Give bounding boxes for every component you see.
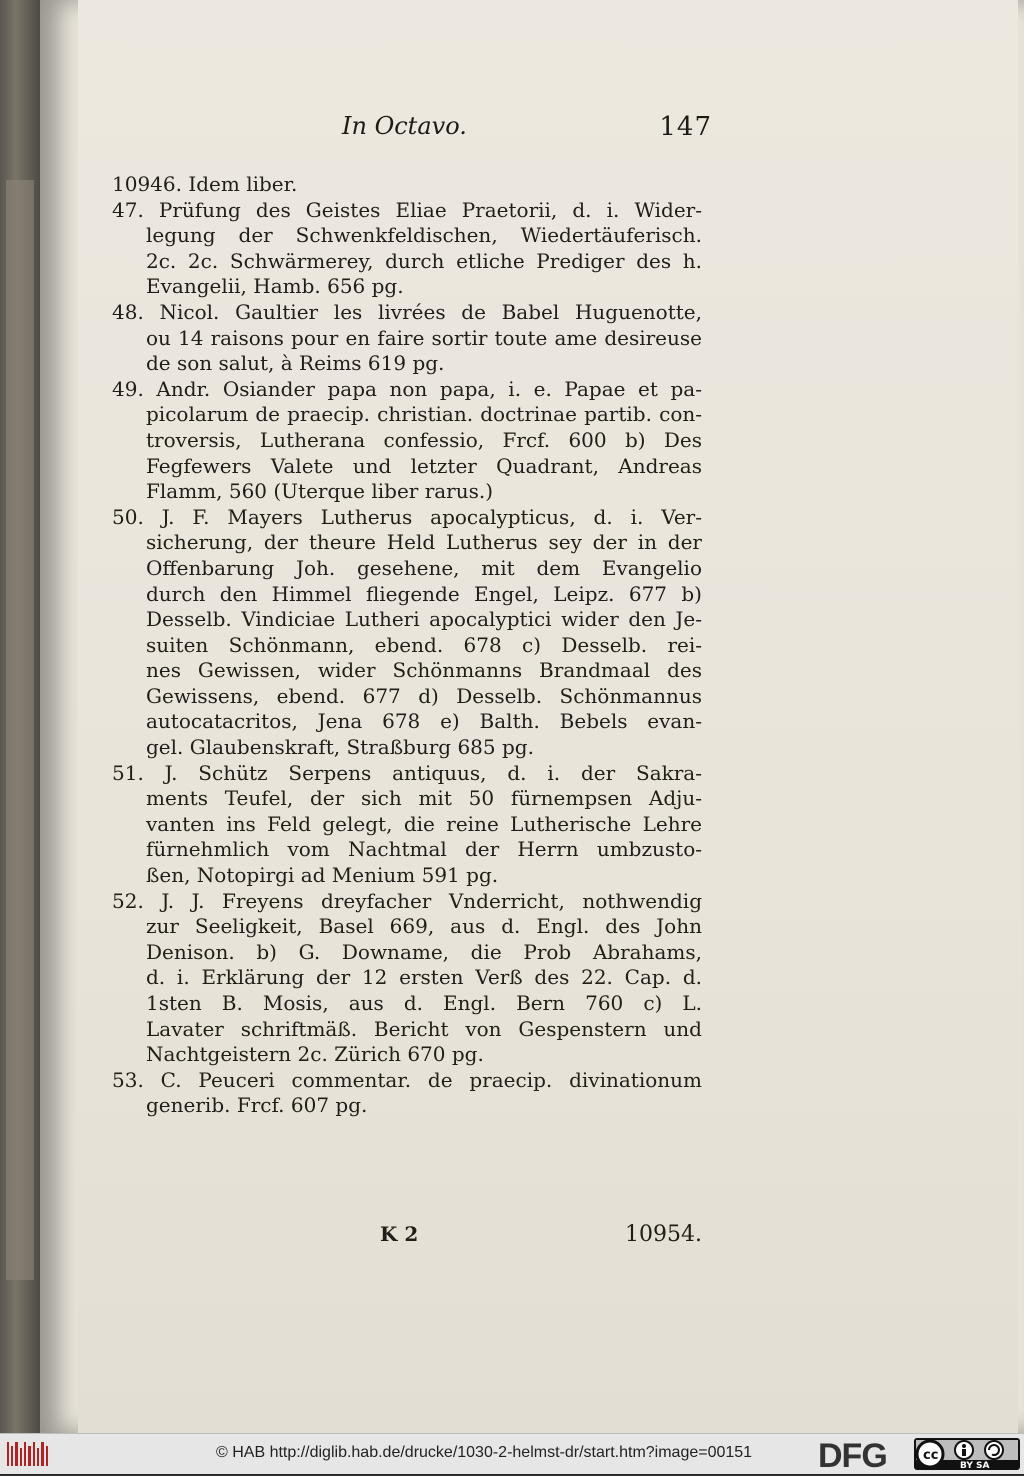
svg-text:cc: cc <box>923 1448 939 1463</box>
entry-line: Offenbarung Joh. gesehene, mit dem Evangelio <box>146 555 702 580</box>
entry-line: Fegfewers Valete und letzter Quadrant, Andreas <box>146 453 702 478</box>
entry-line: vanten ins Feld gelegt, die reine Lutherische Lehre <box>146 811 702 836</box>
entry-line: ments Teufel, der sich mit 50 fürnempsen Adju- <box>146 786 702 811</box>
entry-line: durch den Himmel fliegende Engel, Leipz. 677 b) <box>146 581 702 606</box>
barcode-icon <box>6 1440 50 1468</box>
entry-first-line: 53. C. Peuceri commentar. de praecip. divinationum <box>112 1067 702 1092</box>
entry-first-line: 51. J. Schütz Serpens antiquus, d. i. der Sakra- <box>112 760 702 785</box>
entry-first-line: 47. Prüfung des Geistes Eliae Praetorii, d. i. Wider- <box>112 197 702 222</box>
entry-first-line: 50. J. F. Mayers Lutherus apocalypticus, d. i. Ver- <box>112 504 702 529</box>
entry-line: generib. Frcf. 607 pg. <box>146 1093 368 1118</box>
signature-mark: K 2 <box>380 1222 419 1246</box>
entry-line: Nachtgeistern 2c. Zürich 670 pg. <box>146 1042 484 1067</box>
entry-first-line: 52. J. J. Freyens dreyfacher Vnderricht, nothwendig <box>112 888 702 913</box>
license-label: BY SA <box>960 1461 990 1470</box>
entry-line: gel. Glaubenskraft, Straßburg 685 pg. <box>146 735 534 760</box>
entry-line: troversis, Lutherana confessio, Frcf. 600 b) Des <box>146 427 702 452</box>
spine-shadow <box>6 180 34 1280</box>
entry-line: de son salut, à Reims 619 pg. <box>146 351 445 376</box>
entry-line: nes Gewissen, wider Schönmanns Brandmaal des <box>146 658 702 683</box>
catalog-text <box>112 172 702 1119</box>
entry-line: Denison. b) G. Downame, die Prob Abrahams, <box>146 939 702 964</box>
entry-line: 2c. 2c. Schwärmerey, durch etliche Prediger des h. <box>146 248 702 273</box>
page-number: 147 <box>659 112 712 142</box>
entry-first-line: 10946. Idem liber. <box>112 172 298 196</box>
entry-line: suiten Schönmann, ebend. 678 c) Desselb. rei- <box>146 632 702 657</box>
copyright-credit: © HAB http://diglib.hab.de/drucke/1030-2-helmst-dr/start.htm?image=00151 <box>216 1444 753 1461</box>
entry-line: zur Seeligkeit, Basel 669, aus d. Engl. des John <box>146 914 702 939</box>
running-head-title: In Octavo. <box>342 112 467 140</box>
entry-line: picolarum de praecip. christian. doctrinae partib. con- <box>146 402 702 427</box>
entry-line: fürnehmlich vom Nachtmal der Herrn umbzusto- <box>146 837 702 862</box>
entry-line: Desselb. Vindiciae Lutheri apocalyptici wider den Je- <box>146 607 702 632</box>
entry-line: ou 14 raisons pour en faire sortir toute ame desireuse <box>146 325 702 350</box>
entry-line: Gewissens, ebend. 677 d) Desselb. Schönmannus <box>146 683 702 708</box>
entry-line: sicherung, der theure Held Lutherus sey der in der <box>146 530 702 555</box>
viewer-footer-bar <box>0 1433 1024 1474</box>
running-head <box>342 112 712 148</box>
entry-line: ßen, Notopirgi ad Menium 591 pg. <box>146 863 499 888</box>
catchword: 10954. <box>625 1222 702 1247</box>
entry-line: d. i. Erklärung der 12 ersten Verß des 22. Cap. d. <box>146 965 702 990</box>
entry-line: Lavater schriftmäß. Bericht von Gespenstern und <box>146 1016 702 1041</box>
cc-by-sa-license-icon <box>914 1438 1020 1470</box>
dfg-logo: DFG <box>818 1437 887 1475</box>
book-spine-edge <box>0 0 40 1433</box>
entry-line: Flamm, 560 (Uterque liber rarus.) <box>146 479 494 504</box>
entry-line: 1sten B. Mosis, aus d. Engl. Bern 760 c) L. <box>146 991 702 1015</box>
entry-line: autocatacritos, Jena 678 e) Balth. Bebels evan- <box>146 709 702 734</box>
entry-line: Evangelii, Hamb. 656 pg. <box>146 274 404 299</box>
entry-line: legung der Schwenkfeldischen, Wiedertäuferisch. <box>146 223 702 248</box>
page-footer <box>112 1222 702 1252</box>
entry-first-line: 48. Nicol. Gaultier les livrées de Babel Huguenotte, <box>112 299 702 324</box>
entry-first-line: 49. Andr. Osiander papa non papa, i. e. Papae et pa- <box>112 376 702 401</box>
